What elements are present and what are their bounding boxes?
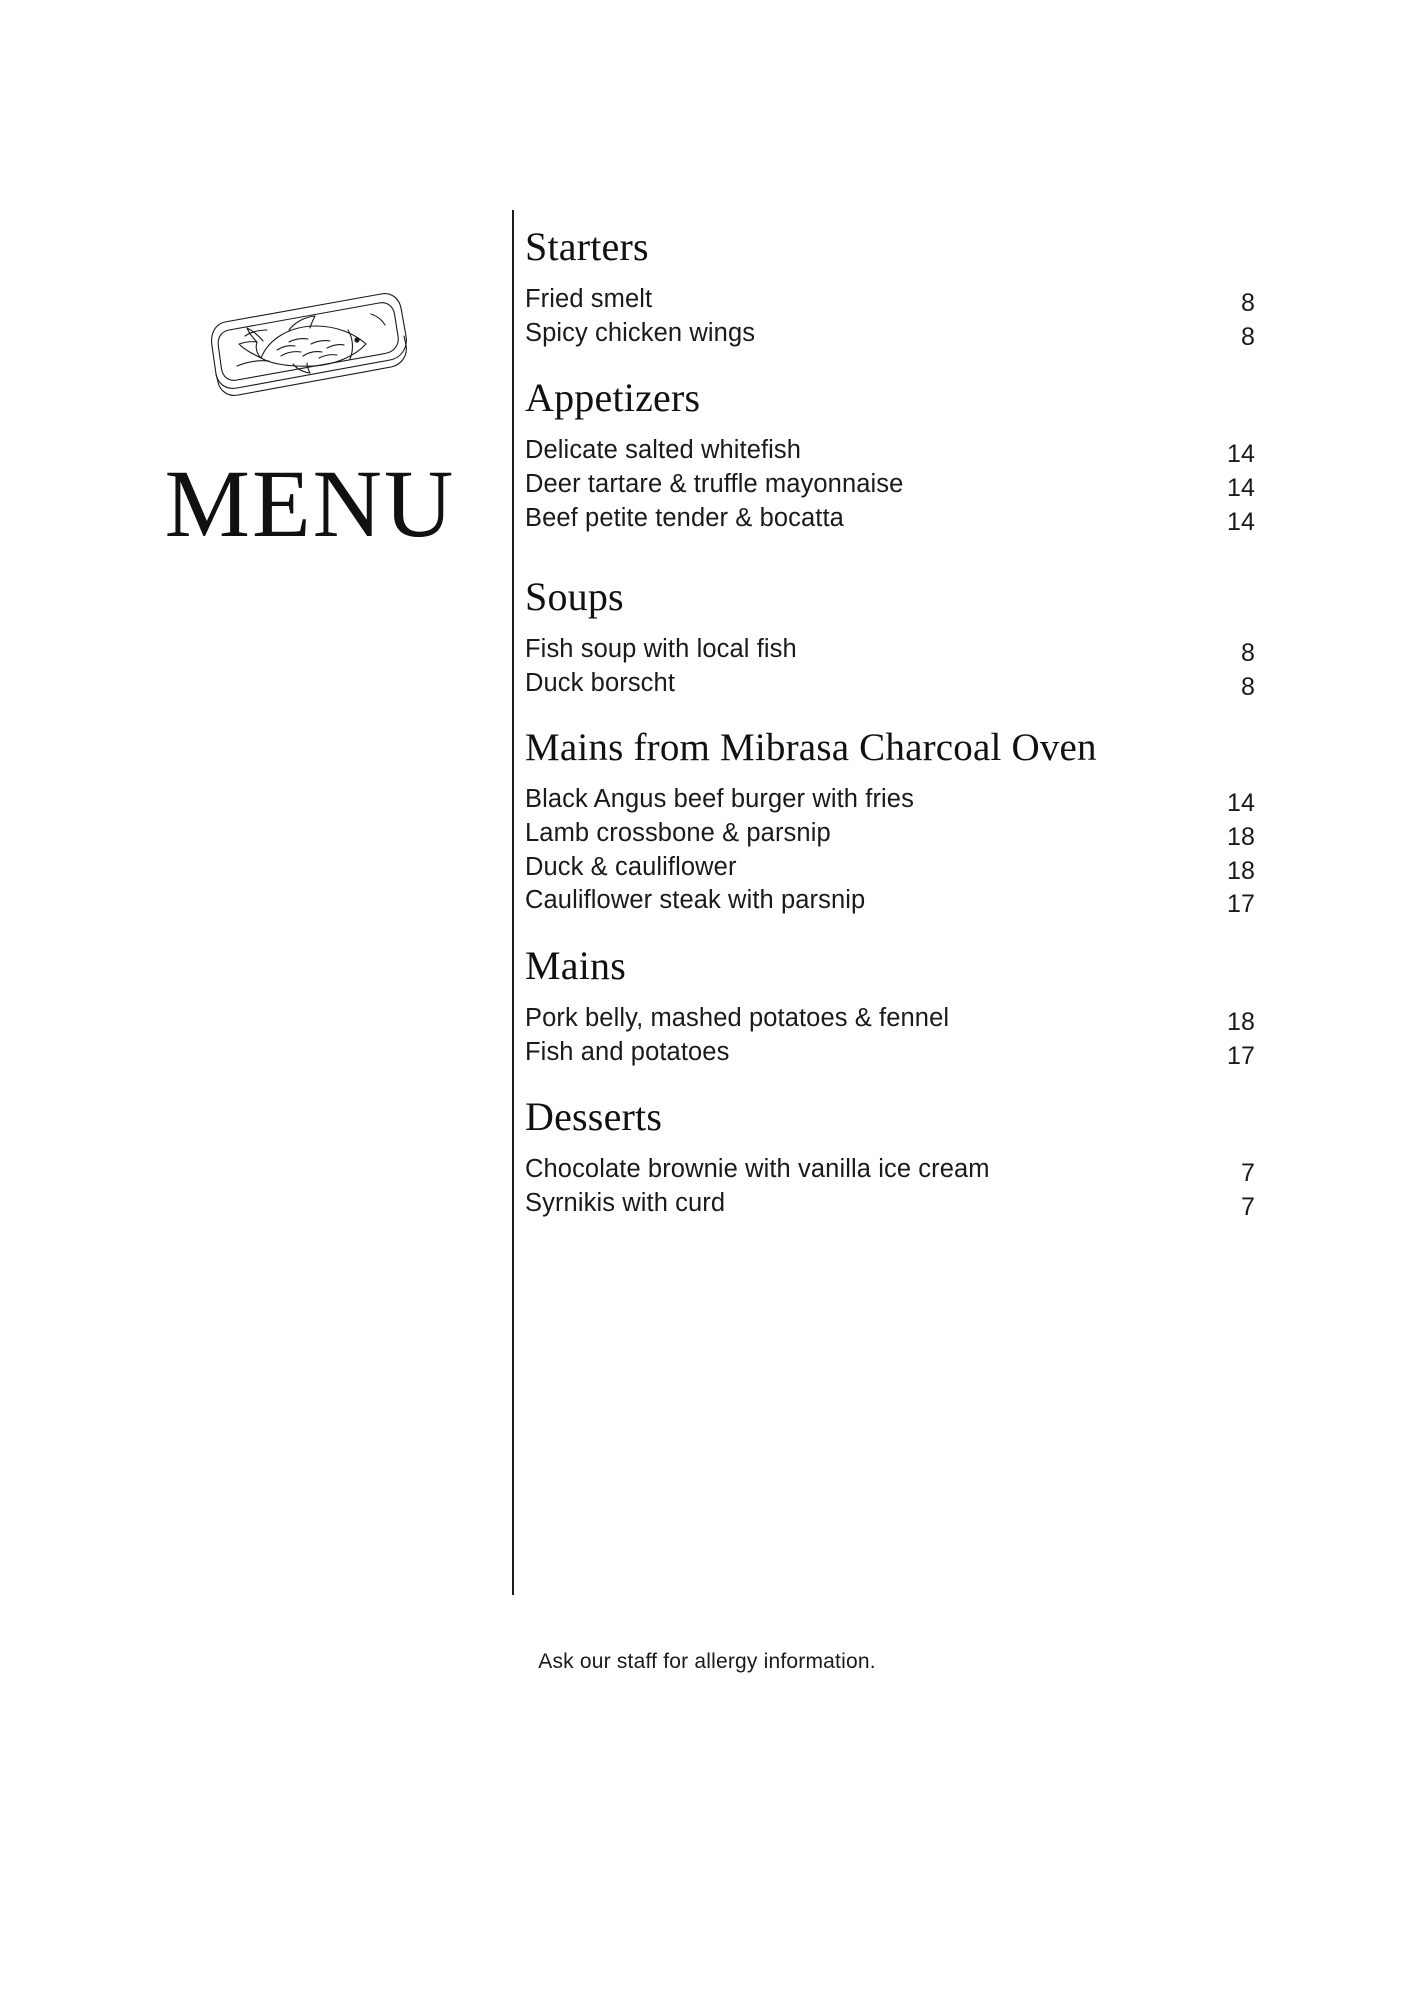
menu-item bbox=[525, 1187, 1255, 1221]
menu-item bbox=[525, 1002, 1255, 1036]
menu-item bbox=[525, 1153, 1255, 1187]
section-gap bbox=[525, 541, 1255, 575]
menu-item-name: Duck & cauliflower bbox=[525, 852, 737, 881]
menu-item-price: 14 bbox=[1226, 440, 1255, 469]
section-title: Starters bbox=[525, 224, 649, 269]
section-item-list bbox=[525, 434, 1255, 535]
menu-item-price: 18 bbox=[1226, 1008, 1255, 1037]
menu-item-price: 18 bbox=[1226, 823, 1255, 852]
menu-item-price: 18 bbox=[1226, 856, 1255, 885]
menu-item bbox=[525, 317, 1255, 351]
menu-item-price: 17 bbox=[1226, 890, 1255, 919]
menu-item-price: 14 bbox=[1226, 473, 1255, 502]
menu-item-name: Black Angus beef burger with fries bbox=[525, 785, 914, 814]
brand-block bbox=[120, 270, 500, 557]
section-item-list bbox=[525, 283, 1255, 350]
menu-item-name: Pork belly, mashed potatoes & fennel bbox=[525, 1004, 950, 1033]
section-title: Appetizers bbox=[525, 375, 701, 421]
menu-item-price: 7 bbox=[1240, 1159, 1255, 1188]
menu-item-name: Cauliflower steak with parsnip bbox=[525, 886, 866, 915]
menu-item-name: Lamb crossbone & parsnip bbox=[525, 819, 831, 848]
menu-item-price: 14 bbox=[1226, 507, 1255, 536]
menu-item-name: Duck borscht bbox=[525, 668, 676, 697]
menu-item-name: Spicy chicken wings bbox=[525, 318, 756, 347]
menu-item bbox=[525, 633, 1255, 667]
section-item-list bbox=[525, 783, 1255, 918]
section-title: Mains bbox=[525, 943, 626, 989]
menu-item bbox=[525, 667, 1255, 701]
section-title: Mains from Mibrasa Charcoal Oven bbox=[525, 725, 1097, 769]
menu-item-price: 8 bbox=[1240, 672, 1255, 701]
menu-item-price: 17 bbox=[1226, 1041, 1255, 1070]
menu-item-price: 8 bbox=[1240, 639, 1255, 668]
section-title: Soups bbox=[525, 574, 624, 620]
section-item-list bbox=[525, 633, 1255, 700]
menu-sections bbox=[525, 225, 1255, 1227]
menu-item-name: Deer tartare & truffle mayonnaise bbox=[525, 469, 904, 498]
menu-section-appetizers bbox=[525, 376, 1255, 535]
menu-item bbox=[525, 851, 1255, 885]
menu-item bbox=[525, 468, 1255, 502]
menu-item-name: Fried smelt bbox=[525, 285, 653, 313]
menu-item bbox=[525, 502, 1255, 536]
menu-item-price: 8 bbox=[1240, 289, 1255, 317]
menu-item-name: Fish soup with local fish bbox=[525, 635, 797, 664]
menu-item bbox=[525, 783, 1255, 817]
section-item-list bbox=[525, 1002, 1255, 1069]
menu-item-name: Syrnikis with curd bbox=[525, 1189, 726, 1218]
vertical-divider bbox=[512, 210, 514, 1595]
menu-item bbox=[525, 1036, 1255, 1070]
fish-on-plate-icon bbox=[185, 270, 435, 420]
allergy-note: Ask our staff for allergy information. bbox=[538, 1650, 876, 1673]
menu-item bbox=[525, 283, 1255, 317]
page-title: MENU bbox=[164, 450, 456, 557]
menu-item-price: 14 bbox=[1226, 789, 1255, 818]
menu-item bbox=[525, 817, 1255, 851]
menu-item-name: Delicate salted whitefish bbox=[525, 436, 802, 465]
section-item-list bbox=[525, 1153, 1255, 1220]
menu-section-desserts bbox=[525, 1095, 1255, 1220]
menu-section-soups bbox=[525, 575, 1255, 700]
menu-item-name: Chocolate brownie with vanilla ice cream bbox=[525, 1155, 990, 1184]
menu-section-starters bbox=[525, 225, 1255, 350]
menu-item-name: Fish and potatoes bbox=[525, 1037, 730, 1066]
menu-section-charcoal-oven bbox=[525, 727, 1255, 919]
menu-item-price: 7 bbox=[1240, 1193, 1255, 1222]
menu-item bbox=[525, 884, 1255, 918]
section-title: Desserts bbox=[525, 1094, 663, 1140]
menu-section-mains bbox=[525, 944, 1255, 1069]
menu-item-price: 8 bbox=[1240, 322, 1255, 351]
menu-item-name: Beef petite tender & bocatta bbox=[525, 503, 844, 532]
menu-item bbox=[525, 434, 1255, 468]
